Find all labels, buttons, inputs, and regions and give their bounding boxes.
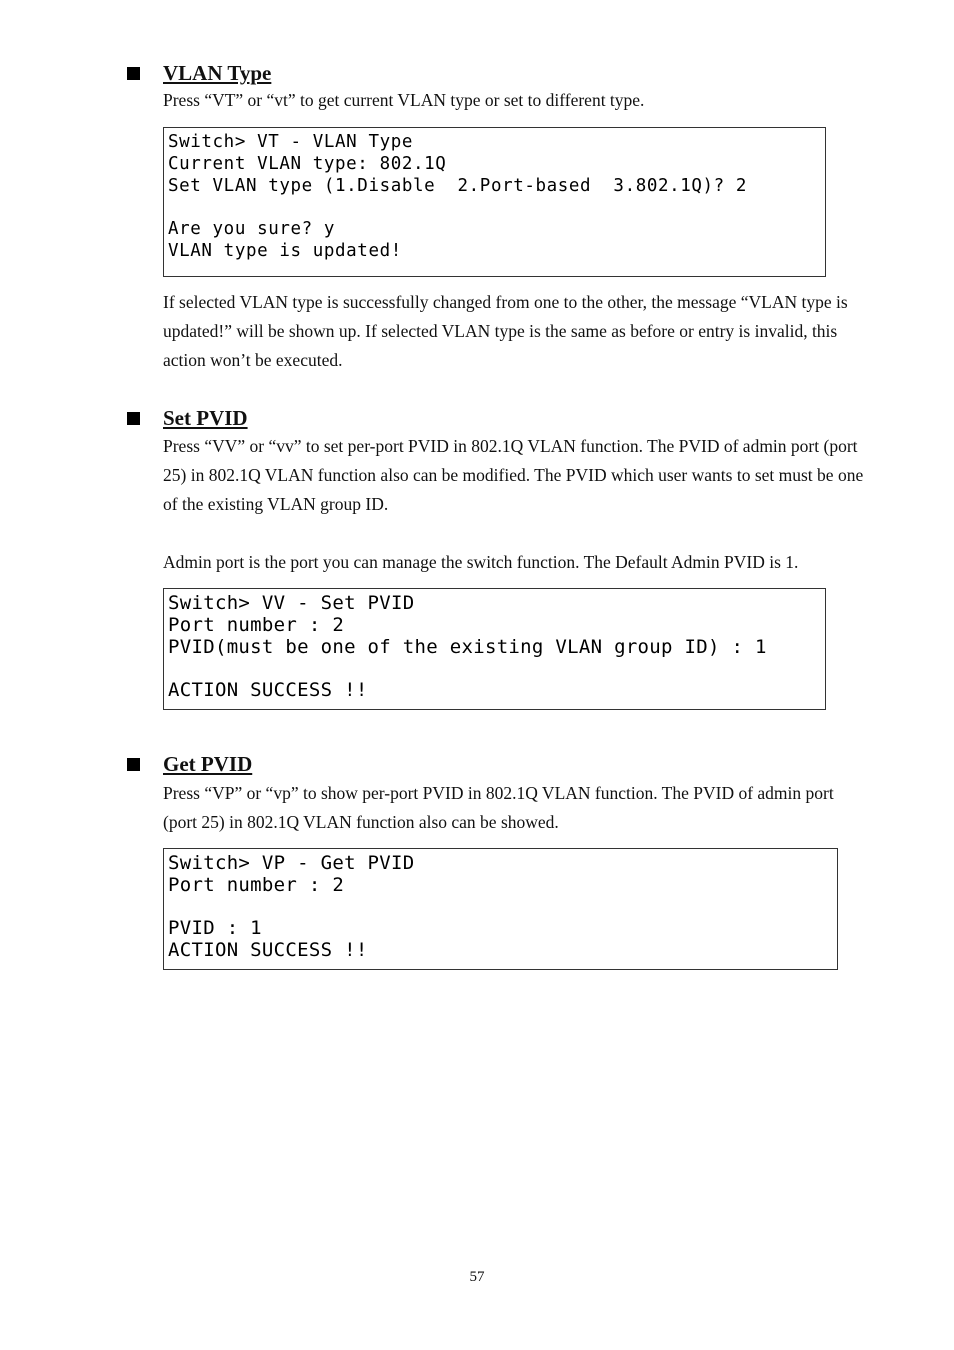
terminal-line: Port number : 2 — [168, 613, 345, 636]
terminal-line — [168, 658, 825, 680]
terminal-output — [163, 588, 826, 710]
section-heading: Set PVID — [163, 406, 248, 430]
square-bullet-icon — [127, 67, 140, 80]
section-description: Press “VV” or “vv” to set per-port PVID in 802.1Q VLAN function. The PVID of admin port (port 25) in 802.1Q VLAN function also can be modified. The PVID which user wants to set must be one of the existing VLAN group ID. — [163, 436, 864, 514]
terminal-line: Switch> VT - VLAN Type — [168, 132, 413, 152]
terminal-line: Current VLAN type: 802.1Q — [168, 153, 447, 174]
section-heading: VLAN Type — [163, 61, 272, 85]
terminal-line: Switch> VP - Get PVID — [168, 852, 415, 874]
section-note: If selected VLAN type is successfully changed from one to the other, the message “VLAN type is updated!” will be shown up. If selected VLAN type is the same as before or entry is invalid, this action won’t be executed. — [163, 292, 848, 370]
section-description: Press “VT” or “vt” to get current VLAN type or set to different type. — [163, 90, 645, 110]
page-number: 57 — [469, 1269, 485, 1285]
terminal-line: Port number : 2 — [168, 873, 345, 896]
terminal-output — [163, 848, 838, 970]
square-bullet-icon — [127, 758, 140, 771]
section-description: Admin port is the port you can manage the switch function. The Default Admin PVID is 1. — [163, 552, 799, 572]
terminal-line: Set VLAN type (1.Disable 2.Port-based 3.802.1Q)? 2 — [168, 175, 748, 196]
terminal-line — [168, 197, 825, 219]
terminal-line: Switch> VV - Set PVID — [168, 592, 415, 614]
section-heading: Get PVID — [163, 752, 253, 776]
terminal-line: ACTION SUCCESS !! — [168, 679, 368, 702]
terminal-line: ACTION SUCCESS !! — [168, 939, 368, 962]
terminal-line — [168, 897, 837, 919]
terminal-line: PVID(must be one of the existing VLAN group ID) : 1 — [168, 635, 767, 658]
terminal-output — [163, 127, 826, 277]
terminal-line: VLAN type is updated! — [168, 240, 402, 261]
section-description: Press “VP” or “vp” to show per-port PVID in 802.1Q VLAN function. The PVID of admin port (port 25) in 802.1Q VLAN function also can be showed. — [163, 783, 834, 832]
terminal-line: Are you sure? y — [168, 219, 336, 240]
square-bullet-icon — [127, 412, 140, 425]
terminal-line: PVID : 1 — [168, 917, 262, 940]
